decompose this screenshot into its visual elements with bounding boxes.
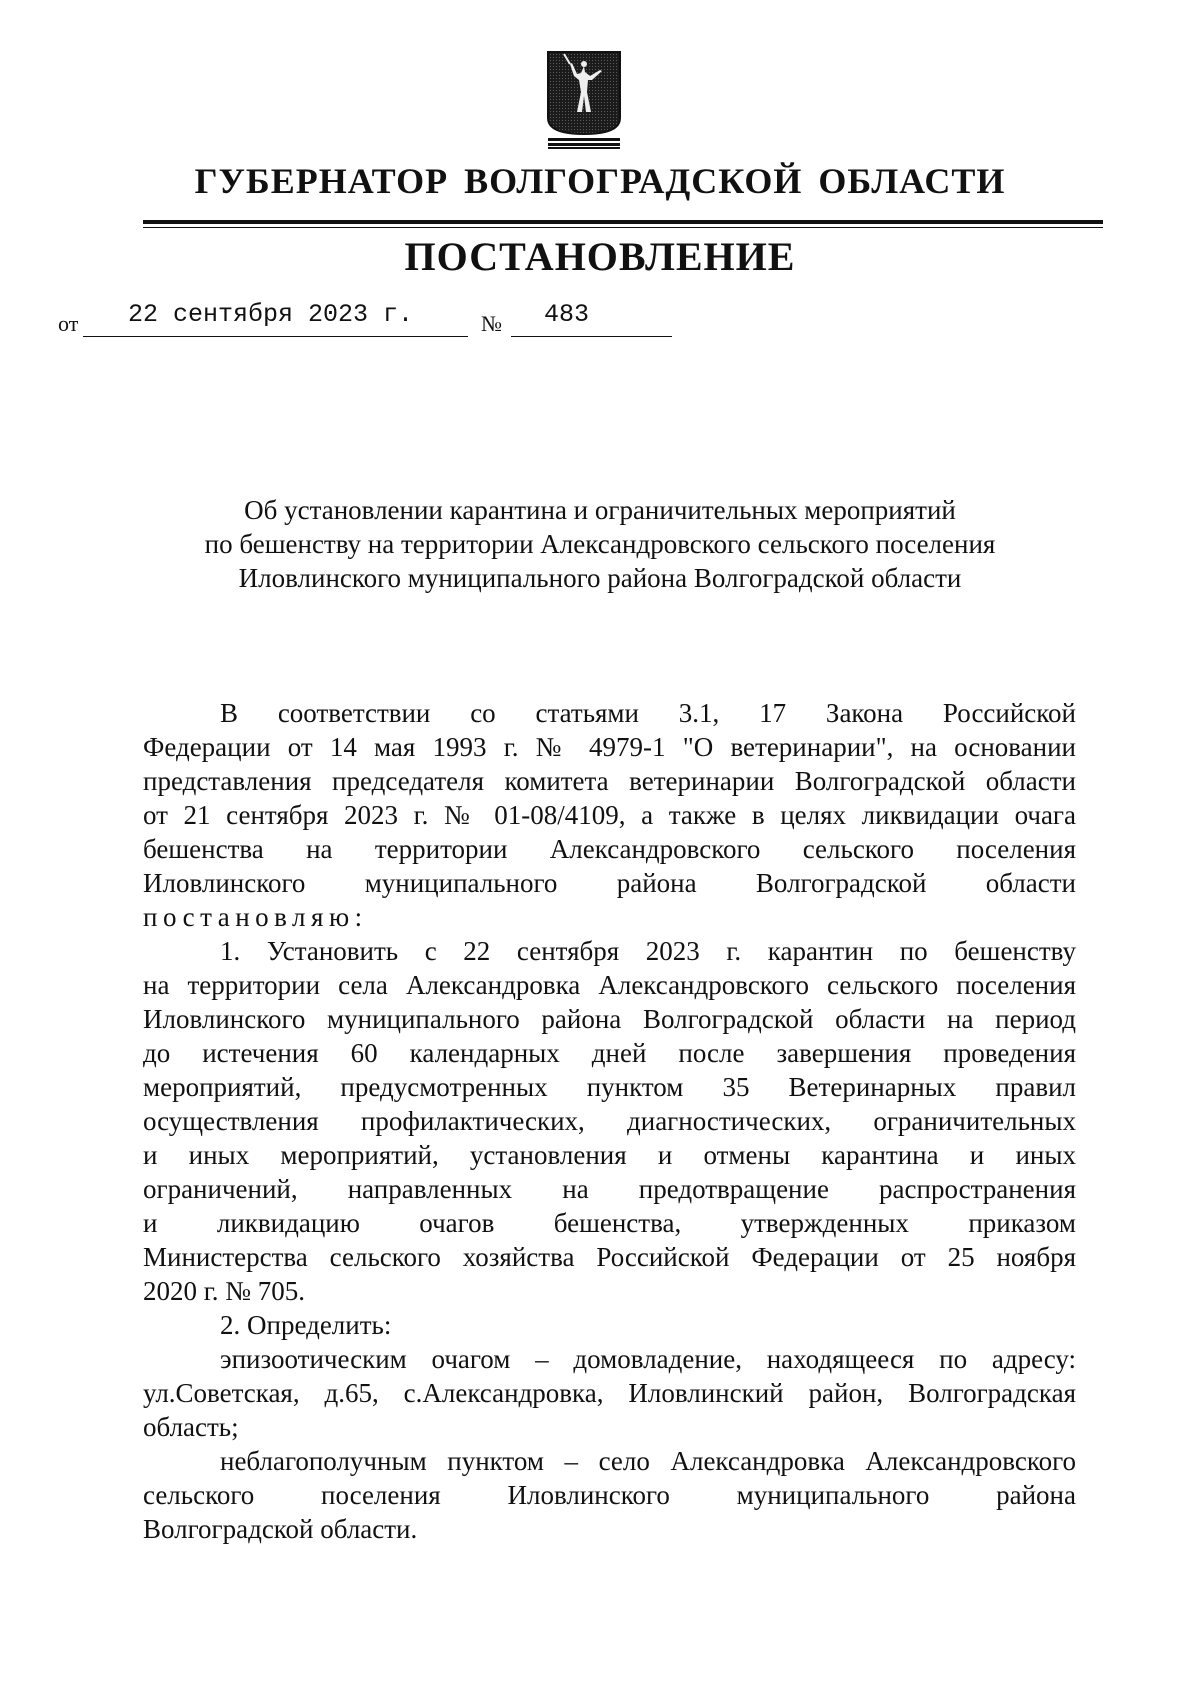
item1-line: и иных мероприятий, установления и отмены карантина и иных (143, 1140, 1076, 1170)
focus-line: ул.Советская, д.65, с.Александровка, Иловлинский район, Волгоградская (143, 1378, 1076, 1408)
item1-line: Министерства сельского хозяйства Российской Федерации от 25 ноября (143, 1242, 1076, 1272)
date-value: 22 сентября 2023 г. (128, 300, 414, 329)
title-line: Об установлении карантина и ограничительных мероприятий (244, 495, 956, 525)
preamble-line: Федерации от 14 мая 1993 г. № 4979-1 "О ветеринарии", на основании (143, 732, 1076, 762)
item1-line: Иловлинского муниципального района Волгоградской области на период (143, 1004, 1076, 1034)
item1-line: до истечения 60 календарных дней после завершения проведения (143, 1038, 1076, 1068)
title-line: по бешенству на территории Александровского сельского поселения (204, 529, 996, 559)
item1-line: 2020 г. № 705. (143, 1276, 306, 1306)
resolve-word: постановляю: (143, 902, 368, 932)
number-value: 483 (544, 300, 590, 329)
document-type: ПОСТАНОВЛЕНИЕ (404, 234, 796, 279)
item1-line: мероприятий, предусмотренных пунктом 35 Ветеринарных правил (143, 1072, 1076, 1102)
preamble-line: представления председателя комитета ветеринарии Волгоградской области (143, 766, 1076, 796)
preamble-line: В соответствии со статьями 3.1, 17 Закона Российской (220, 698, 1076, 728)
header-rule-thin (143, 227, 1103, 228)
item2-heading: 2. Определить: (220, 1310, 392, 1340)
issuing-authority: ГУБЕРНАТОР ВОЛГОГРАДСКОЙ ОБЛАСТИ (194, 161, 1006, 201)
number-label: № (481, 311, 502, 336)
date-number-row (0, 300, 1200, 340)
coat-of-arms-icon (546, 50, 622, 150)
item1-line: осуществления профилактических, диагностических, ограничительных (143, 1106, 1076, 1136)
item1-line: ограничений, направленных на предотвращение распространения (143, 1174, 1076, 1204)
item1-line: и ликвидацию очагов бешенства, утвержденных приказом (143, 1208, 1076, 1238)
preamble-line: от 21 сентября 2023 г. № 01-08/4109, а также в целях ликвидации очага (143, 800, 1076, 830)
title-line: Иловлинского муниципального района Волгоградской области (238, 563, 962, 593)
preamble-line: бешенства на территории Александровского сельского поселения (143, 834, 1076, 864)
focus-line: область; (143, 1412, 239, 1442)
locality-line: Волгоградской области. (143, 1514, 418, 1544)
locality-line: неблагополучным пунктом – село Александровка Александровского (220, 1446, 1076, 1476)
preamble-line: Иловлинского муниципального района Волгоградской области (143, 868, 1076, 898)
locality-line: сельского поселения Иловлинского муниципального района (143, 1480, 1076, 1510)
date-underline (83, 336, 468, 337)
document-title (150, 493, 1050, 595)
item1-line: 1. Установить с 22 сентября 2023 г. карантин по бешенству (220, 936, 1076, 966)
date-label: от (58, 311, 79, 336)
number-underline (511, 336, 672, 337)
focus-line: эпизоотическим очагом – домовладение, находящееся по адресу: (220, 1344, 1076, 1374)
header-rule-thick (143, 220, 1103, 224)
document-body (143, 696, 1076, 1546)
item1-line: на территории села Александровка Александровского сельского поселения (143, 970, 1076, 1000)
